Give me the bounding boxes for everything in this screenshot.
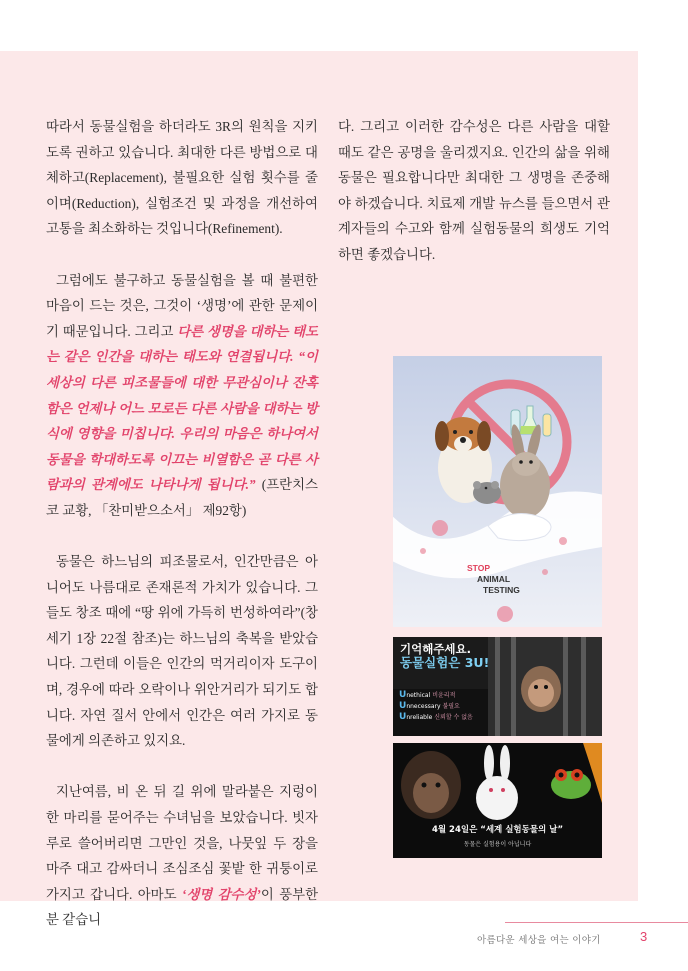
footer-title: 아름다운 세상을 여는 이야기 [477, 935, 601, 946]
left-text-column [46, 114, 318, 959]
list-item: Unnecessary 불필요 [399, 701, 460, 711]
three-u-title [400, 642, 489, 670]
three-u-poster [393, 637, 602, 736]
three-u-list [399, 690, 473, 723]
remember-label: 기억해주세요. [400, 642, 472, 656]
lab-animal-day-subtitle: 동물은 실험용이 아닙니다 [463, 841, 532, 848]
chimpanzee-illustration [401, 751, 461, 819]
earthworm-text-end: 이 풍부한 분 같습니 [46, 886, 319, 928]
monkey-illustration [521, 666, 561, 712]
list-item: Unethical 비윤리적 [399, 690, 456, 700]
paragraph-life-attitude-text: 그럼에도 불구하고 동물실험을 볼 때 불편한 마음이 드는 것은, 그것이 ‘생명’에 관한 문제이기 때문입니다. 그리고 [46, 272, 318, 339]
life-sensitivity-highlight: ‘생명 감수성’ [181, 886, 261, 902]
paragraph-conclusion: 다. 그리고 이러한 감수성은 다른 사람을 대할 때도 같은 공명을 울리겠지요. 인간의 삶을 위해 동물은 필요합니다만 최대한 그 생명을 존중해야 하겠습니다. 치료제 개발 뉴스를 들으면서 관계자들의 수고와 함께 실험동물의 희생도 기억하면 좋겠습니다. [338, 119, 610, 262]
paragraph-3r-principle: 따라서 동물실험을 하더라도 3R의 원칙을 지키도록 권하고 있습니다. 최대한 다른 방법으로 대체하고(Replacement), 불필요한 실험 횟수를 줄이며(Reduction), 실험조건 및 과정을 개선하여 고통을 최소화하는 것입니다(Refinement). [46, 119, 318, 237]
paragraph-life-attitude [46, 268, 318, 524]
page-number: 3 [640, 929, 648, 944]
stop-animal-testing-text [467, 563, 520, 596]
pope-quote-highlight: 다른 생명을 대하는 태도는 같은 인간을 대하는 태도와 연결됩니다. “이 세상의 다른 피조물들에 대한 무관심이나 잔혹함은 언제나 어느 모로든 다른 사람을 대하는 방식에 영향을 미칩니다. 우리의 마음은 하나여서 동물을 학대하도록 이끄는 비열함은 곧 다른 사람과의 관계에도 나타나게 됩니다.” [46, 323, 318, 493]
paragraph-earthworm-story [46, 779, 318, 933]
lab-animal-day-poster [393, 743, 602, 858]
footer-divider [505, 922, 688, 923]
testing-label: TESTING [483, 585, 520, 595]
lab-animal-day-title: 4월 24일은 “세계 실험동물의 날” [431, 825, 564, 835]
right-text-column [338, 114, 610, 293]
white-rabbit-illustration [476, 745, 518, 820]
quote-source: (프란치스코 교황, 「찬미받으소서」 제92항) [46, 477, 318, 518]
stop-label: STOP [467, 563, 490, 573]
paragraph-creatures: 동물은 하느님의 피조물로서, 인간만큼은 아니어도 나름대로 존재론적 가치가 있습니다. 그들도 창조 때에 “땅 위에 가득히 번성하여라”(창세기 1장 22절 참조)는 하느님의 축복을 받았습니다. 그런데 이들은 인간의 먹거리이자 도구이며, 경우에 따라 오락이나 위안거리가 되기도 합니다. 자연 질서 안에서 인간은 여러 가지로 동물에게 의존하고 있지요. [46, 554, 318, 749]
mouse-illustration [473, 481, 501, 504]
earthworm-text: 지난여름, 비 온 뒤 길 위에 말라붙은 지렁이 한 마리를 묻어주는 수녀님을 보았습니다. 빗자루로 쓸어버리면 그만인 것을, 나뭇잎 두 장을 마주 대고 감싸더니 조심조심 꽃밭 한 귀퉁이로 가지고 갑니다. 아마도 [46, 784, 318, 902]
three-u-label: 동물실험은 3U! [400, 655, 490, 670]
stop-animal-testing-poster [393, 356, 602, 627]
list-item: Unreliable 신뢰할 수 없음 [399, 712, 473, 722]
animal-label: ANIMAL [477, 574, 511, 584]
frog-illustration [551, 743, 602, 803]
